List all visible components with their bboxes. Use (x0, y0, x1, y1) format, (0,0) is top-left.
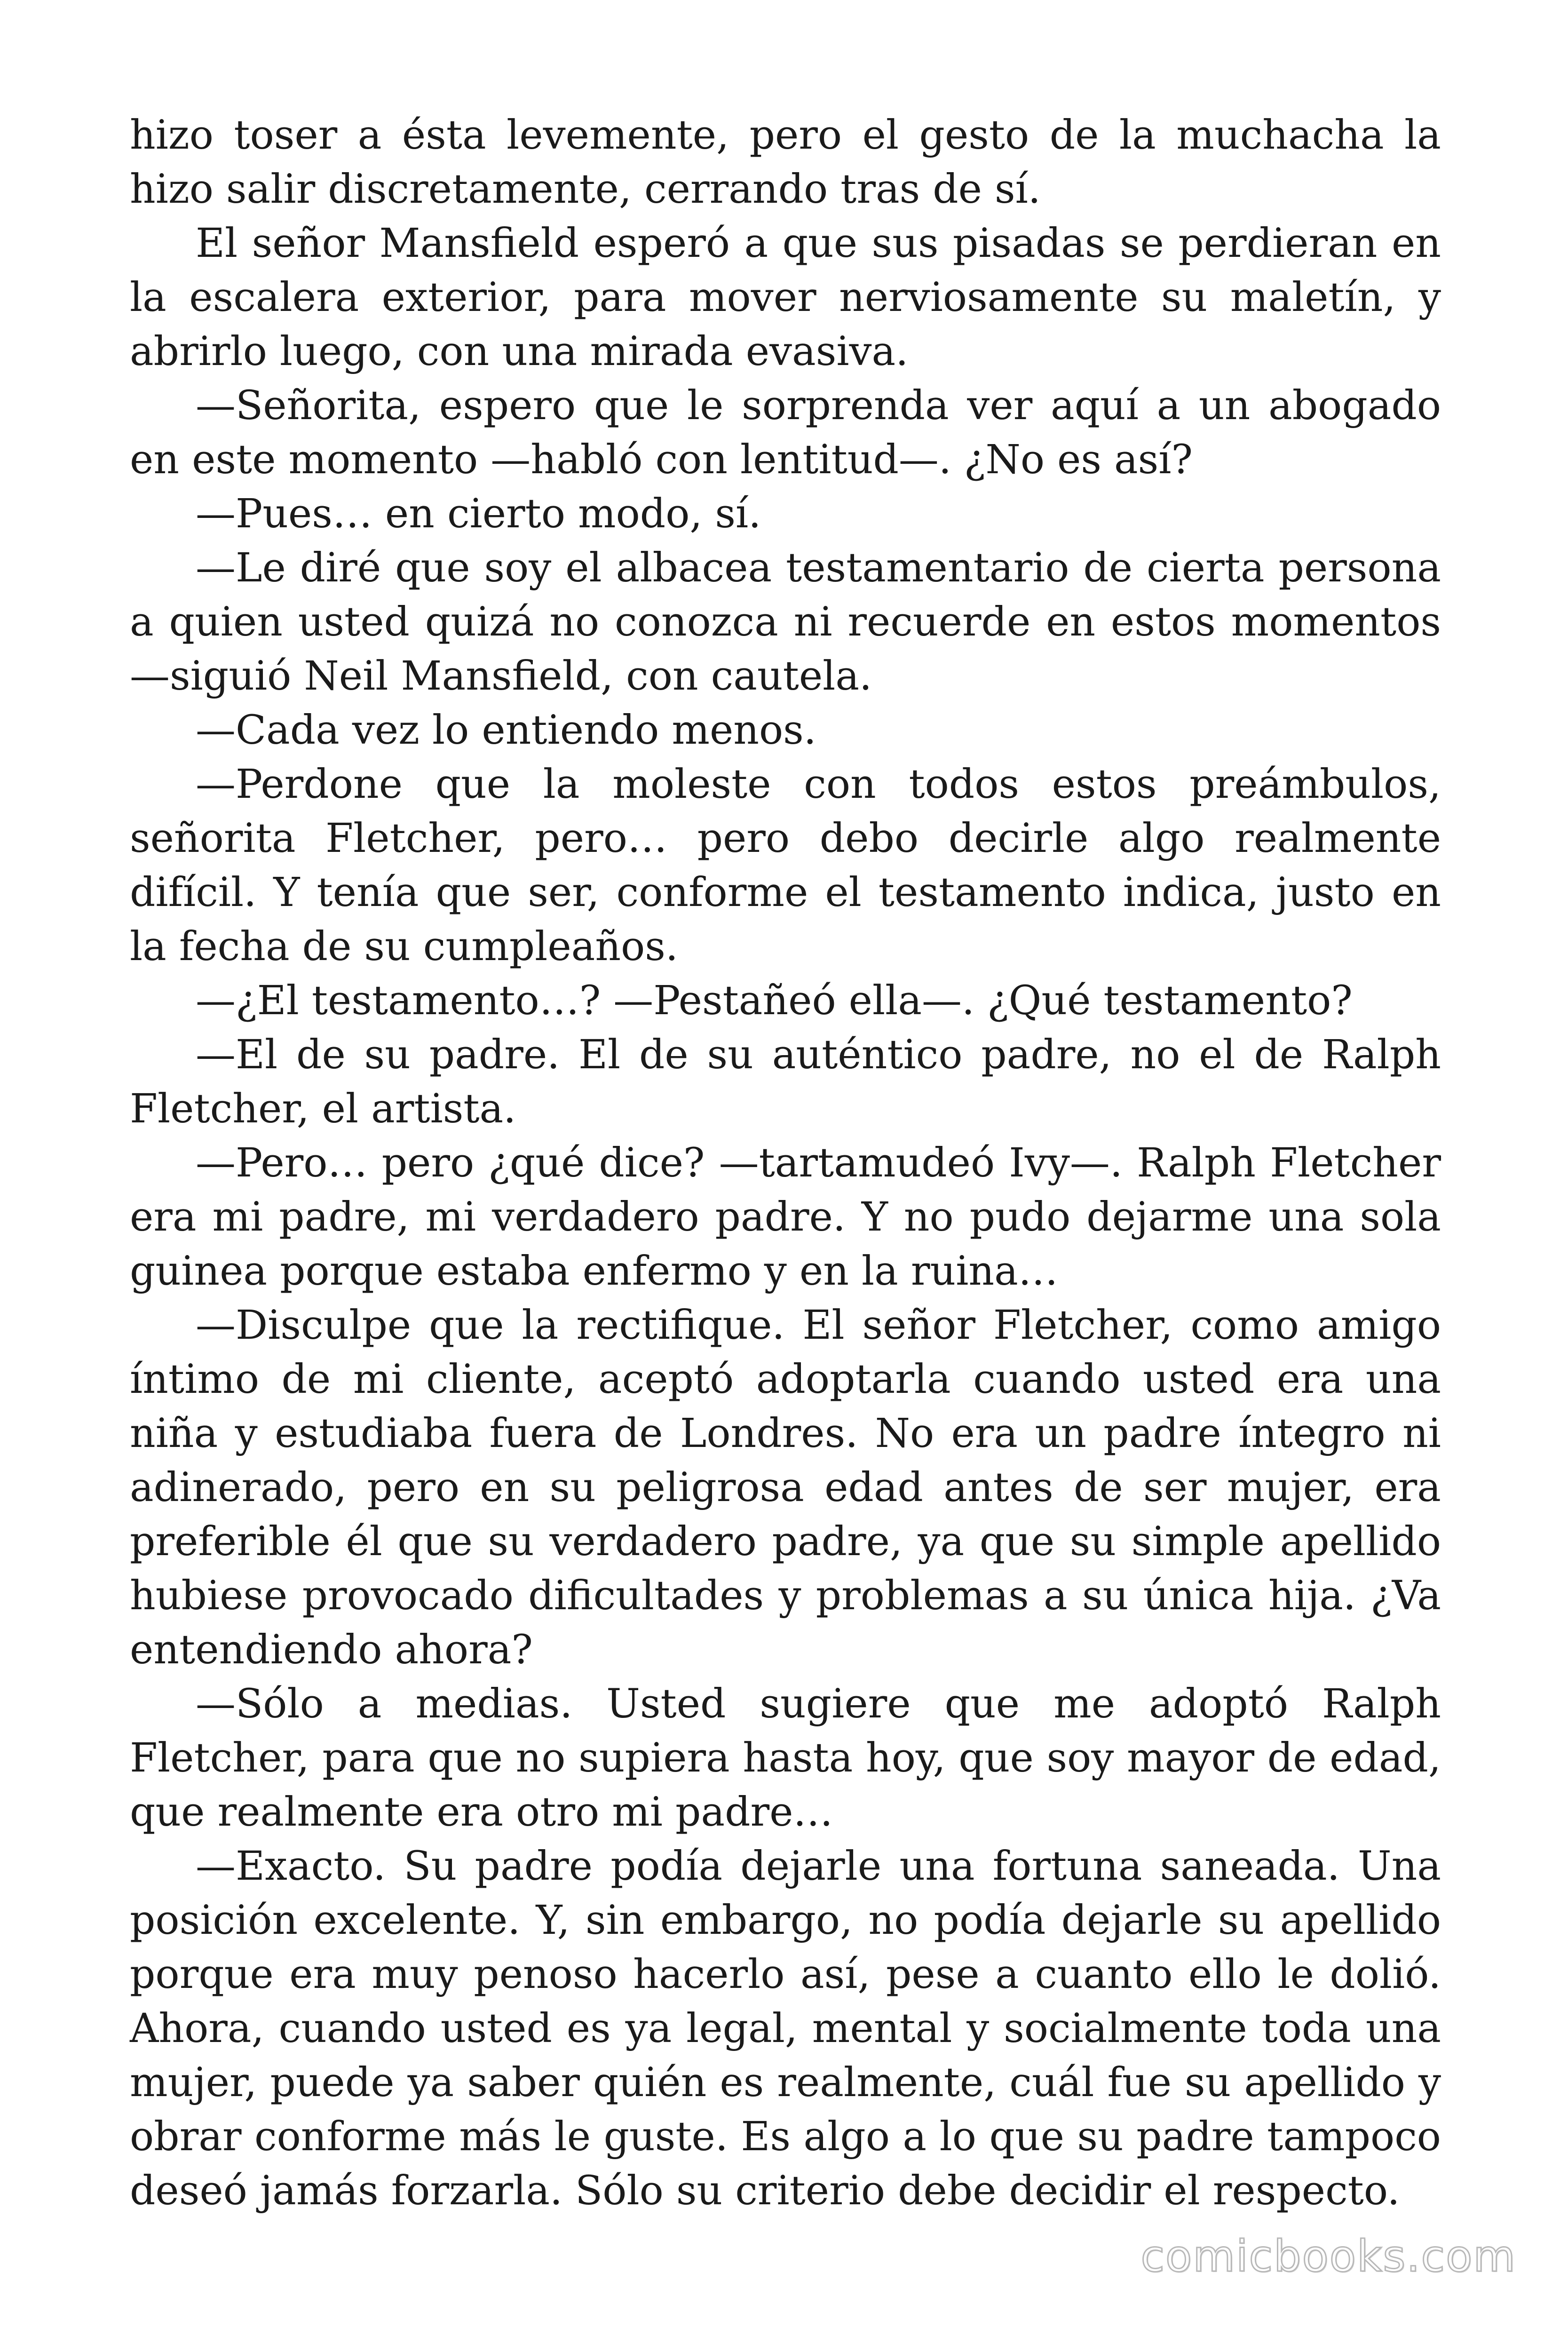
body-text (130, 108, 1441, 2218)
paragraph: hizo toser a ésta levemente, pero el gesto de la muchacha la hizo salir discretamente, cerrando tras de sí. (130, 112, 1441, 213)
paragraph: —Pero… pero ¿qué dice? —tartamudeó Ivy—. Ralph Fletcher era mi padre, mi verdadero padre. Y no pudo dejarme una sola guinea porque estaba enfermo y en la ruina… (130, 1140, 1441, 1295)
paragraph: —Disculpe que la rectifique. El señor Fletcher, como amigo íntimo de mi cliente, aceptó adoptarla cuando usted era una niña y estudiaba fuera de Londres. No era un padre íntegro ni adinerado, pero en su peligrosa edad antes de ser mujer, era preferible él que su verdadero padre, ya que su simple apellido hubiese provocado dificultades y problemas a su única hija. ¿Va entendiendo ahora? (130, 1302, 1441, 1673)
paragraph: —¿El testamento…? —Pestañeó ella—. ¿Qué testamento? (196, 977, 1353, 1024)
watermark: comicbooks.com (1140, 2231, 1516, 2281)
paragraph: —Pues… en cierto modo, sí. (196, 491, 761, 537)
paragraph: —Exacto. Su padre podía dejarle una fortuna saneada. Una posición excelente. Y, sin embargo, no podía dejarle su apellido porque era muy penoso hacerlo así, pese a cuanto ello le dolió. Ahora, cuando usted es ya legal, mental y socialmente toda una mujer, puede ya saber quién es realmente, cuál fue su apellido y obrar conforme más le guste. Es algo a lo que su padre tampoco deseó jamás forzarla. Sólo su criterio debe decidir el respecto. (130, 1843, 1441, 2214)
paragraph: —El de su padre. El de su auténtico padre, no el de Ralph Fletcher, el artista. (130, 1032, 1441, 1132)
paragraph: —Señorita, espero que le sorprenda ver aquí a un abogado en este momento —habló con lentitud—. ¿No es así? (130, 382, 1441, 483)
paragraph: —Cada vez lo entiendo menos. (196, 707, 816, 754)
paragraph: —Sólo a medias. Usted sugiere que me adoptó Ralph Fletcher, para que no supiera hasta hoy, que soy mayor de edad, que realmente era otro mi padre… (130, 1681, 1441, 1836)
paragraph: —Perdone que la moleste con todos estos preámbulos, señorita Fletcher, pero… pero debo decirle algo realmente difícil. Y tenía que ser, conforme el testamento indica, justo en la fecha de su cumpleaños. (130, 761, 1441, 970)
paragraph: —Le diré que soy el albacea testamentario de cierta persona a quien usted quizá no conozca ni recuerde en estos momentos —siguió Neil Mansfield, con cautela. (130, 545, 1441, 699)
paragraph: El señor Mansfield esperó a que sus pisadas se perdieran en la escalera exterior, para mover nerviosamente su maletín, y abrirlo luego, con una mirada evasiva. (130, 220, 1441, 375)
